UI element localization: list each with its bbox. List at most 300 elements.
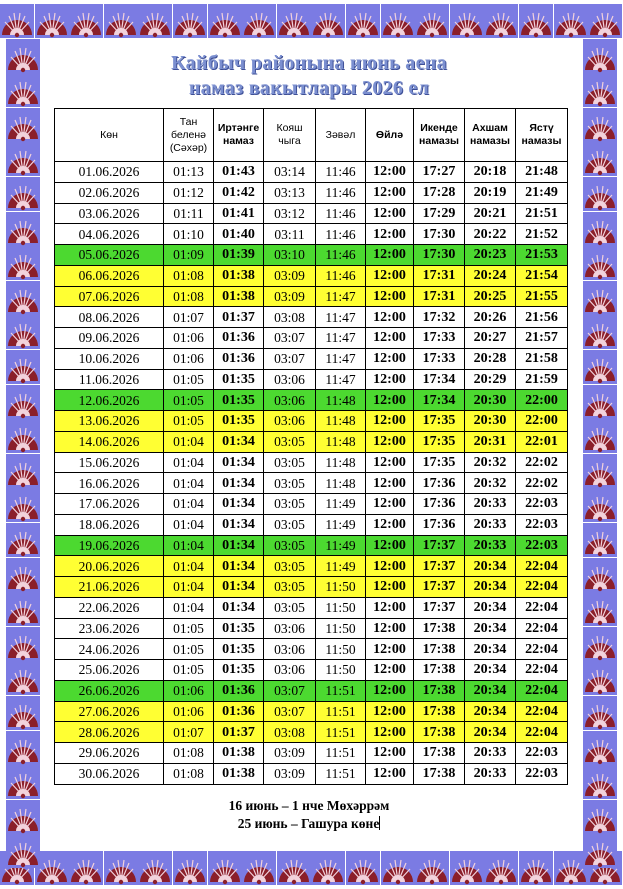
time-cell: 01:36 <box>214 348 264 369</box>
date-cell: 08.06.2026 <box>55 307 164 328</box>
fan-flower-icon <box>583 350 617 384</box>
time-cell: 22:00 <box>516 411 568 432</box>
fan-flower-icon <box>583 73 617 107</box>
time-cell: 11:46 <box>316 182 366 203</box>
time-cell: 03:07 <box>264 680 316 701</box>
time-cell: 12:00 <box>366 265 414 286</box>
time-cell: 11:48 <box>316 411 366 432</box>
time-cell: 21:56 <box>516 307 568 328</box>
time-cell: 03:05 <box>264 597 316 618</box>
time-cell: 21:54 <box>516 265 568 286</box>
time-cell: 21:57 <box>516 328 568 349</box>
time-cell: 12:00 <box>366 701 414 722</box>
time-cell: 17:29 <box>414 203 465 224</box>
time-cell: 11:49 <box>316 535 366 556</box>
time-cell: 03:09 <box>264 763 316 784</box>
fan-flower-icon <box>583 212 617 246</box>
time-cell: 01:36 <box>214 328 264 349</box>
fan-flower-icon <box>415 4 449 38</box>
table-row <box>55 307 568 328</box>
time-cell: 11:50 <box>316 597 366 618</box>
fan-flower-icon <box>311 4 345 38</box>
time-cell: 12:00 <box>366 473 414 494</box>
fan-flower-icon <box>583 39 617 73</box>
fan-flower-icon <box>583 246 617 280</box>
time-cell: 01:04 <box>164 431 214 452</box>
fan-flower-icon <box>346 851 380 885</box>
time-cell: 22:04 <box>516 680 568 701</box>
fan-flower-icon <box>69 851 103 885</box>
table-row <box>55 245 568 266</box>
column-header-line: (Сәхәр) <box>169 141 208 154</box>
time-cell: 12:00 <box>366 639 414 660</box>
time-cell: 03:06 <box>264 411 316 432</box>
time-cell: 22:04 <box>516 618 568 639</box>
time-cell: 11:50 <box>316 660 366 681</box>
fan-flower-icon <box>381 4 415 38</box>
time-cell: 01:34 <box>214 577 264 598</box>
time-cell: 11:49 <box>316 514 366 535</box>
time-cell: 20:31 <box>465 431 516 452</box>
time-cell: 17:34 <box>414 369 465 390</box>
fan-flower-icon <box>6 800 40 834</box>
fan-flower-icon <box>242 4 276 38</box>
time-cell: 01:12 <box>164 182 214 203</box>
fan-flower-icon <box>588 4 622 38</box>
time-cell: 17:37 <box>414 577 465 598</box>
time-cell: 17:31 <box>414 265 465 286</box>
date-cell: 20.06.2026 <box>55 556 164 577</box>
fan-flower-icon <box>6 246 40 280</box>
time-cell: 20:30 <box>465 411 516 432</box>
table-row <box>55 473 568 494</box>
time-cell: 03:05 <box>264 577 316 598</box>
time-cell: 17:35 <box>414 411 465 432</box>
time-cell: 20:26 <box>465 307 516 328</box>
time-cell: 17:38 <box>414 722 465 743</box>
time-cell: 03:14 <box>264 162 316 183</box>
time-cell: 01:35 <box>214 369 264 390</box>
column-header <box>264 109 316 162</box>
time-cell: 01:05 <box>164 660 214 681</box>
time-cell: 20:33 <box>465 743 516 764</box>
fan-flower-icon <box>484 4 518 38</box>
time-cell: 03:13 <box>264 182 316 203</box>
date-cell: 24.06.2026 <box>55 639 164 660</box>
table-row <box>55 411 568 432</box>
table-row <box>55 639 568 660</box>
fan-flower-icon <box>583 488 617 522</box>
time-cell: 03:07 <box>264 328 316 349</box>
fan-flower-icon <box>583 142 617 176</box>
time-cell: 11:47 <box>316 286 366 307</box>
time-cell: 01:04 <box>164 473 214 494</box>
fan-flower-icon <box>35 851 69 885</box>
time-cell: 20:34 <box>465 577 516 598</box>
date-cell: 26.06.2026 <box>55 680 164 701</box>
date-cell: 21.06.2026 <box>55 577 164 598</box>
column-header-line: Өйлә <box>375 128 404 141</box>
fan-flower-icon <box>583 177 617 211</box>
time-cell: 12:00 <box>366 660 414 681</box>
time-cell: 01:38 <box>214 763 264 784</box>
fan-flower-icon <box>583 661 617 695</box>
fan-flower-icon <box>6 661 40 695</box>
column-header <box>414 109 465 162</box>
fan-flower-icon <box>583 592 617 626</box>
time-cell: 11:50 <box>316 618 366 639</box>
time-cell: 01:35 <box>214 390 264 411</box>
time-cell: 11:51 <box>316 763 366 784</box>
note-ashura <box>50 816 568 832</box>
fan-flower-icon <box>6 177 40 211</box>
fan-flower-icon <box>484 851 518 885</box>
fan-flower-icon <box>6 488 40 522</box>
fan-flower-icon <box>583 696 617 730</box>
table-row <box>55 577 568 598</box>
time-cell: 17:33 <box>414 328 465 349</box>
time-cell: 22:04 <box>516 701 568 722</box>
note-muharram: 16 июнь – 1 нче Мөхәррәм <box>228 798 390 813</box>
time-cell: 17:38 <box>414 701 465 722</box>
fan-flower-icon <box>69 4 103 38</box>
time-cell: 01:35 <box>214 618 264 639</box>
time-cell: 17:36 <box>414 514 465 535</box>
table-row <box>55 701 568 722</box>
time-cell: 20:34 <box>465 680 516 701</box>
time-cell: 20:32 <box>465 452 516 473</box>
column-header <box>316 109 366 162</box>
date-cell: 27.06.2026 <box>55 701 164 722</box>
time-cell: 17:30 <box>414 245 465 266</box>
date-cell: 23.06.2026 <box>55 618 164 639</box>
time-cell: 03:07 <box>264 701 316 722</box>
time-cell: 01:06 <box>164 701 214 722</box>
table-row <box>55 348 568 369</box>
column-header <box>465 109 516 162</box>
time-cell: 03:05 <box>264 473 316 494</box>
time-cell: 12:00 <box>366 618 414 639</box>
document-page <box>50 50 568 838</box>
fan-flower-icon <box>519 4 553 38</box>
time-cell: 03:08 <box>264 722 316 743</box>
time-cell: 11:48 <box>316 452 366 473</box>
column-header <box>55 109 164 162</box>
fan-flower-icon <box>6 592 40 626</box>
time-cell: 17:33 <box>414 348 465 369</box>
time-cell: 01:41 <box>214 203 264 224</box>
time-cell: 11:47 <box>316 348 366 369</box>
date-cell: 04.06.2026 <box>55 224 164 245</box>
time-cell: 03:06 <box>264 660 316 681</box>
time-cell: 22:01 <box>516 431 568 452</box>
time-cell: 11:49 <box>316 494 366 515</box>
time-cell: 01:34 <box>214 556 264 577</box>
time-cell: 01:05 <box>164 369 214 390</box>
table-row <box>55 660 568 681</box>
fan-flower-icon <box>583 765 617 799</box>
time-cell: 01:35 <box>214 411 264 432</box>
column-header-line: Кояш <box>276 122 303 134</box>
page-title-line1: Кайбыч районына июнь аена <box>171 52 447 74</box>
time-cell: 03:09 <box>264 743 316 764</box>
time-cell: 11:47 <box>316 328 366 349</box>
table-row <box>55 494 568 515</box>
fan-flower-icon <box>173 4 207 38</box>
table-row <box>55 182 568 203</box>
time-cell: 12:00 <box>366 307 414 328</box>
time-cell: 12:00 <box>366 452 414 473</box>
time-cell: 17:38 <box>414 618 465 639</box>
time-cell: 03:06 <box>264 618 316 639</box>
time-cell: 11:46 <box>316 224 366 245</box>
time-cell: 12:00 <box>366 680 414 701</box>
text-cursor <box>379 816 380 830</box>
column-header <box>366 109 414 162</box>
time-cell: 20:25 <box>465 286 516 307</box>
fan-flower-icon <box>346 4 380 38</box>
time-cell: 01:34 <box>214 514 264 535</box>
table-header-row <box>55 109 568 162</box>
time-cell: 11:46 <box>316 162 366 183</box>
time-cell: 22:04 <box>516 639 568 660</box>
fan-flower-icon <box>208 851 242 885</box>
date-cell: 13.06.2026 <box>55 411 164 432</box>
time-cell: 21:49 <box>516 182 568 203</box>
time-cell: 17:38 <box>414 680 465 701</box>
time-cell: 11:47 <box>316 307 366 328</box>
time-cell: 22:03 <box>516 494 568 515</box>
time-cell: 01:04 <box>164 535 214 556</box>
time-cell: 03:05 <box>264 431 316 452</box>
table-row <box>55 763 568 784</box>
fan-flower-icon <box>583 419 617 453</box>
time-cell: 12:00 <box>366 369 414 390</box>
time-cell: 11:51 <box>316 743 366 764</box>
date-cell: 10.06.2026 <box>55 348 164 369</box>
time-cell: 01:05 <box>164 618 214 639</box>
time-cell: 12:00 <box>366 494 414 515</box>
time-cell: 17:36 <box>414 473 465 494</box>
time-cell: 03:06 <box>264 369 316 390</box>
fan-flower-icon <box>554 851 588 885</box>
fan-flower-icon <box>6 142 40 176</box>
time-cell: 22:03 <box>516 535 568 556</box>
time-cell: 17:37 <box>414 535 465 556</box>
fan-flower-icon <box>583 108 617 142</box>
time-cell: 01:43 <box>214 162 264 183</box>
time-cell: 01:34 <box>214 431 264 452</box>
time-cell: 03:06 <box>264 639 316 660</box>
fan-flower-icon <box>6 765 40 799</box>
time-cell: 12:00 <box>366 431 414 452</box>
time-cell: 20:33 <box>465 763 516 784</box>
table-row <box>55 452 568 473</box>
time-cell: 11:48 <box>316 431 366 452</box>
time-cell: 20:32 <box>465 473 516 494</box>
time-cell: 01:05 <box>164 639 214 660</box>
time-cell: 01:38 <box>214 265 264 286</box>
time-cell: 20:34 <box>465 639 516 660</box>
date-cell: 07.06.2026 <box>55 286 164 307</box>
time-cell: 03:06 <box>264 390 316 411</box>
time-cell: 17:38 <box>414 639 465 660</box>
date-cell: 29.06.2026 <box>55 743 164 764</box>
time-cell: 01:08 <box>164 763 214 784</box>
fan-flower-icon <box>583 558 617 592</box>
table-row <box>55 286 568 307</box>
fan-flower-icon <box>138 851 172 885</box>
time-cell: 22:04 <box>516 597 568 618</box>
time-cell: 17:35 <box>414 452 465 473</box>
fan-flower-icon <box>6 315 40 349</box>
time-cell: 11:50 <box>316 639 366 660</box>
time-cell: 01:06 <box>164 348 214 369</box>
date-cell: 19.06.2026 <box>55 535 164 556</box>
time-cell: 17:30 <box>414 224 465 245</box>
fan-flower-icon <box>450 851 484 885</box>
time-cell: 22:00 <box>516 390 568 411</box>
time-cell: 12:00 <box>366 514 414 535</box>
fan-flower-icon <box>583 834 617 868</box>
column-header-line: намазы <box>419 135 459 147</box>
time-cell: 03:05 <box>264 452 316 473</box>
time-cell: 03:05 <box>264 556 316 577</box>
time-cell: 01:38 <box>214 743 264 764</box>
date-cell: 06.06.2026 <box>55 265 164 286</box>
column-header-line: Ахшам <box>472 122 508 134</box>
fan-flower-icon <box>104 851 138 885</box>
time-cell: 17:37 <box>414 556 465 577</box>
time-cell: 12:00 <box>366 390 414 411</box>
column-header-line: Тан <box>179 115 198 128</box>
fan-flower-icon <box>6 385 40 419</box>
time-cell: 01:34 <box>214 597 264 618</box>
date-cell: 18.06.2026 <box>55 514 164 535</box>
time-cell: 12:00 <box>366 286 414 307</box>
time-cell: 01:05 <box>164 390 214 411</box>
column-header-line: намаз <box>223 135 254 147</box>
time-cell: 17:27 <box>414 162 465 183</box>
fan-flower-icon <box>554 4 588 38</box>
time-cell: 01:07 <box>164 307 214 328</box>
time-cell: 17:35 <box>414 431 465 452</box>
fan-flower-icon <box>6 558 40 592</box>
time-cell: 01:34 <box>214 494 264 515</box>
time-cell: 12:00 <box>366 722 414 743</box>
time-cell: 01:35 <box>214 660 264 681</box>
table-row <box>55 556 568 577</box>
time-cell: 17:34 <box>414 390 465 411</box>
time-cell: 11:46 <box>316 245 366 266</box>
date-cell: 01.06.2026 <box>55 162 164 183</box>
table-row <box>55 162 568 183</box>
column-header-line: Иртәнге <box>217 122 260 134</box>
fan-flower-icon <box>6 627 40 661</box>
time-cell: 20:33 <box>465 494 516 515</box>
table-row <box>55 431 568 452</box>
time-cell: 01:37 <box>214 307 264 328</box>
date-cell: 30.06.2026 <box>55 763 164 784</box>
fan-flower-icon <box>35 4 69 38</box>
time-cell: 22:04 <box>516 722 568 743</box>
time-cell: 21:55 <box>516 286 568 307</box>
time-cell: 01:10 <box>164 224 214 245</box>
table-row <box>55 265 568 286</box>
table-body <box>55 162 568 785</box>
fan-flower-icon <box>208 4 242 38</box>
time-cell: 01:37 <box>214 722 264 743</box>
table-row <box>55 743 568 764</box>
time-cell: 03:10 <box>264 245 316 266</box>
date-cell: 14.06.2026 <box>55 431 164 452</box>
fan-flower-icon <box>450 4 484 38</box>
time-cell: 11:51 <box>316 680 366 701</box>
time-cell: 20:18 <box>465 162 516 183</box>
table-row <box>55 722 568 743</box>
fan-flower-icon <box>583 281 617 315</box>
time-cell: 01:09 <box>164 245 214 266</box>
time-cell: 12:00 <box>366 162 414 183</box>
time-cell: 12:00 <box>366 203 414 224</box>
time-cell: 22:04 <box>516 577 568 598</box>
time-cell: 17:37 <box>414 597 465 618</box>
time-cell: 01:04 <box>164 452 214 473</box>
time-cell: 12:00 <box>366 577 414 598</box>
time-cell: 20:33 <box>465 535 516 556</box>
time-cell: 20:34 <box>465 660 516 681</box>
time-cell: 12:00 <box>366 411 414 432</box>
column-header-line: намазы <box>470 135 510 147</box>
time-cell: 22:02 <box>516 452 568 473</box>
table-row <box>55 369 568 390</box>
fan-flower-icon <box>6 696 40 730</box>
date-cell: 15.06.2026 <box>55 452 164 473</box>
fan-flower-icon <box>0 4 34 38</box>
time-cell: 20:19 <box>465 182 516 203</box>
time-cell: 03:05 <box>264 514 316 535</box>
date-cell: 16.06.2026 <box>55 473 164 494</box>
table-row <box>55 514 568 535</box>
time-cell: 01:36 <box>214 680 264 701</box>
table-row <box>55 597 568 618</box>
time-cell: 20:34 <box>465 556 516 577</box>
time-cell: 11:51 <box>316 722 366 743</box>
time-cell: 01:08 <box>164 265 214 286</box>
time-cell: 01:38 <box>214 286 264 307</box>
fan-flower-icon <box>173 851 207 885</box>
time-cell: 20:28 <box>465 348 516 369</box>
time-cell: 03:05 <box>264 535 316 556</box>
fan-flower-icon <box>6 73 40 107</box>
time-cell: 01:07 <box>164 722 214 743</box>
table-row <box>55 203 568 224</box>
fan-flower-icon <box>583 385 617 419</box>
time-cell: 11:48 <box>316 390 366 411</box>
time-cell: 20:33 <box>465 514 516 535</box>
fan-flower-icon <box>415 851 449 885</box>
time-cell: 12:00 <box>366 556 414 577</box>
column-header-line: чыга <box>278 135 301 147</box>
column-header <box>516 109 568 162</box>
time-cell: 22:03 <box>516 763 568 784</box>
time-cell: 01:04 <box>164 514 214 535</box>
time-cell: 01:36 <box>214 701 264 722</box>
column-header-line: Ястү <box>529 122 554 134</box>
time-cell: 11:50 <box>316 577 366 598</box>
time-cell: 12:00 <box>366 182 414 203</box>
column-header <box>164 109 214 162</box>
